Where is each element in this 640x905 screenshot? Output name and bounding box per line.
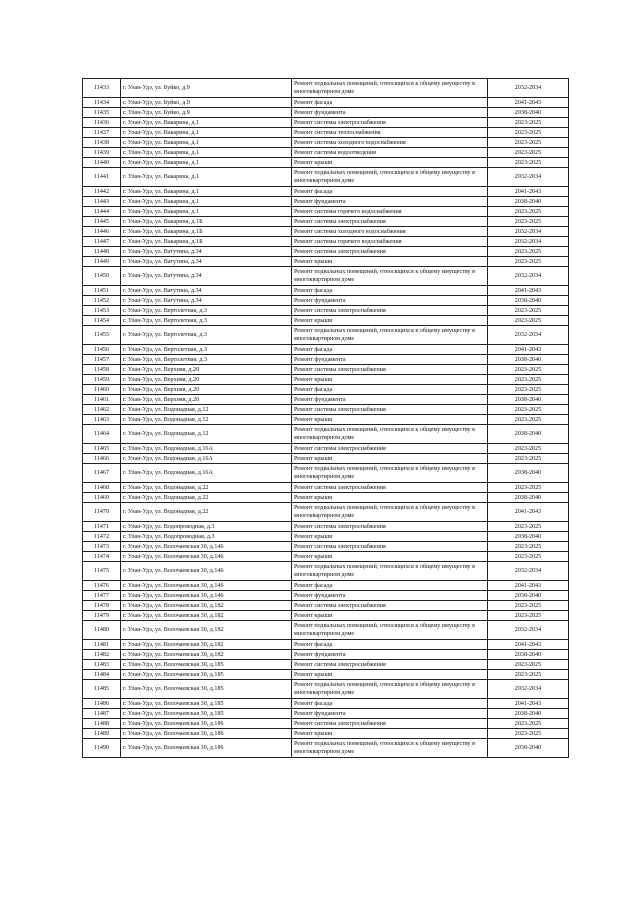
- table-row: [83, 640, 569, 650]
- row-period: 2041-2043: [488, 98, 569, 108]
- row-work-type: Ремонт подвальных помещений, относящихся к общему имуществу в многоквартирном доме: [292, 562, 488, 581]
- row-number: 11486: [83, 699, 121, 709]
- row-period: 2023-2025: [488, 522, 569, 532]
- row-period: 2038-2040: [488, 739, 569, 758]
- row-number: 11489: [83, 729, 121, 739]
- table-row: [83, 306, 569, 316]
- row-address: г. Улан-Удэ, ул. Волочаевская 30, д.146: [121, 552, 292, 562]
- row-address: г. Улан-Удэ, ул. Вакарина, д.1Б: [121, 217, 292, 227]
- row-work-type: Ремонт подвальных помещений, относящихся к общему имуществу в многоквартирном доме: [292, 621, 488, 640]
- table-row: [83, 503, 569, 522]
- row-number: 11448: [83, 247, 121, 257]
- table-row: [83, 326, 569, 345]
- row-address: г. Улан-Удэ, ул. Вакарина, д.1Б: [121, 237, 292, 247]
- row-address: г. Улан-Удэ, ул. Водонадная, д.16А: [121, 444, 292, 454]
- row-number: 11435: [83, 108, 121, 118]
- row-number: 11468: [83, 483, 121, 493]
- row-work-type: Ремонт подвальных помещений, относящихся к общему имуществу в многоквартирном доме: [292, 267, 488, 286]
- table-row: [83, 286, 569, 296]
- row-number: 11458: [83, 365, 121, 375]
- row-period: 2038-2040: [488, 493, 569, 503]
- table-row: [83, 660, 569, 670]
- table-row: [83, 345, 569, 355]
- row-work-type: Ремонт фундамента: [292, 709, 488, 719]
- row-number: 11461: [83, 395, 121, 405]
- row-work-type: Ремонт фундамента: [292, 591, 488, 601]
- row-address: г. Улан-Удэ, ул. Вертолетная, д.3: [121, 345, 292, 355]
- row-work-type: Ремонт системы электроснабжения: [292, 365, 488, 375]
- table-row: [83, 464, 569, 483]
- row-period: 2032-2034: [488, 267, 569, 286]
- row-work-type: Ремонт крыши: [292, 729, 488, 739]
- row-number: 11485: [83, 680, 121, 699]
- row-work-type: Ремонт системы электроснабжения: [292, 217, 488, 227]
- row-number: 11488: [83, 719, 121, 729]
- row-number: 11482: [83, 650, 121, 660]
- row-address: г. Улан-Удэ, ул. Волочаевская 30, д.182: [121, 611, 292, 621]
- row-address: г. Улан-Удэ, ул. Волочаевская 30, д.146: [121, 591, 292, 601]
- row-number: 11481: [83, 640, 121, 650]
- row-work-type: Ремонт фасада: [292, 581, 488, 591]
- row-number: 11442: [83, 187, 121, 197]
- row-work-type: Ремонт системы горячего водоснабжения: [292, 237, 488, 247]
- row-address: г. Улан-Удэ, ул. Волочаевская 30, д.186: [121, 729, 292, 739]
- table-row: [83, 197, 569, 207]
- row-period: 2023-2025: [488, 483, 569, 493]
- row-period: 2023-2025: [488, 405, 569, 415]
- row-period: 2038-2040: [488, 709, 569, 719]
- table-row: [83, 552, 569, 562]
- row-number: 11434: [83, 98, 121, 108]
- table-row: [83, 739, 569, 758]
- row-address: г. Улан-Удэ, ул. Вакарина, д.1: [121, 138, 292, 148]
- row-work-type: Ремонт системы теплоснабжения: [292, 128, 488, 138]
- row-period: 2023-2025: [488, 415, 569, 425]
- table-row: [83, 680, 569, 699]
- table-row: [83, 670, 569, 680]
- row-number: 11477: [83, 591, 121, 601]
- row-period: 2041-2043: [488, 581, 569, 591]
- row-address: г. Улан-Удэ, ул. Водопроводная, д.3: [121, 532, 292, 542]
- row-number: 11453: [83, 306, 121, 316]
- row-number: 11487: [83, 709, 121, 719]
- table-row: [83, 425, 569, 444]
- row-address: г. Улан-Удэ, ул. Волочаевская 30, д.182: [121, 650, 292, 660]
- row-period: 2023-2025: [488, 601, 569, 611]
- table-row: [83, 562, 569, 581]
- row-work-type: Ремонт подвальных помещений, относящихся к общему имуществу в многоквартирном доме: [292, 168, 488, 187]
- row-address: г. Улан-Удэ, ул. Волочаевская 30, д.185: [121, 680, 292, 699]
- row-period: 2023-2025: [488, 385, 569, 395]
- row-work-type: Ремонт подвальных помещений, относящихся к общему имуществу в многоквартирном доме: [292, 464, 488, 483]
- row-period: 2038-2040: [488, 532, 569, 542]
- row-number: 11441: [83, 168, 121, 187]
- table-row: [83, 493, 569, 503]
- row-period: 2023-2025: [488, 247, 569, 257]
- row-number: 11471: [83, 522, 121, 532]
- row-work-type: Ремонт крыши: [292, 532, 488, 542]
- row-period: 2023-2025: [488, 454, 569, 464]
- row-address: г. Улан-Удэ, ул. Вакарина, д.1: [121, 197, 292, 207]
- table-row: [83, 699, 569, 709]
- row-number: 11474: [83, 552, 121, 562]
- row-period: 2023-2025: [488, 306, 569, 316]
- row-number: 11479: [83, 611, 121, 621]
- row-work-type: Ремонт крыши: [292, 454, 488, 464]
- row-period: 2023-2025: [488, 375, 569, 385]
- row-number: 11439: [83, 148, 121, 158]
- table-row: [83, 217, 569, 227]
- row-period: 2023-2025: [488, 542, 569, 552]
- row-period: 2038-2040: [488, 650, 569, 660]
- row-work-type: Ремонт крыши: [292, 316, 488, 326]
- row-number: 11445: [83, 217, 121, 227]
- row-number: 11443: [83, 197, 121, 207]
- row-number: 11459: [83, 375, 121, 385]
- row-period: 2023-2025: [488, 729, 569, 739]
- row-period: 2023-2025: [488, 611, 569, 621]
- table-row: [83, 709, 569, 719]
- row-work-type: Ремонт фундамента: [292, 395, 488, 405]
- row-address: г. Улан-Удэ, ул. Ватутина, д.34: [121, 257, 292, 267]
- row-address: г. Улан-Удэ, ул. Вакарина, д.1: [121, 158, 292, 168]
- table-row: [83, 395, 569, 405]
- table-row: [83, 601, 569, 611]
- row-address: г. Улан-Удэ, ул. Водонадная, д.16А: [121, 454, 292, 464]
- row-number: 11436: [83, 118, 121, 128]
- row-period: 2038-2040: [488, 464, 569, 483]
- row-period: 2032-2034: [488, 227, 569, 237]
- table-row: [83, 187, 569, 197]
- row-number: 11466: [83, 454, 121, 464]
- row-address: г. Улан-Удэ, ул. Верхняя, д.20: [121, 365, 292, 375]
- row-work-type: Ремонт системы электроснабжения: [292, 483, 488, 493]
- row-number: 11457: [83, 355, 121, 365]
- row-period: 2038-2040: [488, 108, 569, 118]
- table-row: [83, 267, 569, 286]
- table-row: [83, 98, 569, 108]
- row-period: 2038-2040: [488, 197, 569, 207]
- table-row: [83, 257, 569, 267]
- row-period: 2041-2043: [488, 640, 569, 650]
- table-row: [83, 296, 569, 306]
- row-number: 11464: [83, 425, 121, 444]
- row-number: 11452: [83, 296, 121, 306]
- table-row: [83, 227, 569, 237]
- row-period: 2023-2025: [488, 660, 569, 670]
- row-work-type: Ремонт подвальных помещений, относящихся к общему имуществу в многоквартирном доме: [292, 326, 488, 345]
- row-address: г. Улан-Удэ, ул. Вертолетная, д.3: [121, 316, 292, 326]
- row-address: г. Улан-Удэ, ул. Верхняя, д.20: [121, 375, 292, 385]
- row-work-type: Ремонт фундамента: [292, 650, 488, 660]
- table-row: [83, 118, 569, 128]
- row-number: 11475: [83, 562, 121, 581]
- row-address: г. Улан-Удэ, ул. Водонадная, д.12: [121, 425, 292, 444]
- row-number: 11470: [83, 503, 121, 522]
- row-number: 11438: [83, 138, 121, 148]
- row-work-type: Ремонт системы холодного водоснабжения: [292, 227, 488, 237]
- row-work-type: Ремонт фундамента: [292, 108, 488, 118]
- row-address: г. Улан-Удэ, ул. Волочаевская 30, д.185: [121, 660, 292, 670]
- row-work-type: Ремонт фундамента: [292, 197, 488, 207]
- table-row: [83, 355, 569, 365]
- table-row: [83, 148, 569, 158]
- row-work-type: Ремонт системы электроснабжения: [292, 719, 488, 729]
- row-work-type: Ремонт крыши: [292, 611, 488, 621]
- row-work-type: Ремонт крыши: [292, 415, 488, 425]
- row-number: 11447: [83, 237, 121, 247]
- row-work-type: Ремонт системы горячего водоснабжения: [292, 207, 488, 217]
- row-work-type: Ремонт подвальных помещений, относящихся к общему имуществу в многоквартирном доме: [292, 503, 488, 522]
- row-period: 2038-2040: [488, 425, 569, 444]
- row-address: г. Улан-Удэ, ул. Водонадная, д.16А: [121, 464, 292, 483]
- row-period: 2023-2025: [488, 148, 569, 158]
- table-row: [83, 247, 569, 257]
- table-row: [83, 316, 569, 326]
- row-period: 2023-2025: [488, 670, 569, 680]
- row-number: 11444: [83, 207, 121, 217]
- row-address: г. Улан-Удэ, ул. Волочаевская 30, д.182: [121, 601, 292, 611]
- row-address: г. Улан-Удэ, ул. Вакарина, д.1: [121, 168, 292, 187]
- table-row: [83, 108, 569, 118]
- table-row: [83, 138, 569, 148]
- row-address: г. Улан-Удэ, ул. Вакарина, д.1: [121, 207, 292, 217]
- row-number: 11449: [83, 257, 121, 267]
- row-number: 11437: [83, 128, 121, 138]
- row-work-type: Ремонт фасада: [292, 699, 488, 709]
- row-number: 11478: [83, 601, 121, 611]
- capital-repair-table: [82, 78, 569, 758]
- row-work-type: Ремонт системы электроснабжения: [292, 405, 488, 415]
- row-number: 11440: [83, 158, 121, 168]
- row-work-type: Ремонт системы электроснабжения: [292, 444, 488, 454]
- row-number: 11483: [83, 660, 121, 670]
- row-work-type: Ремонт крыши: [292, 257, 488, 267]
- table-row: [83, 591, 569, 601]
- row-number: 11450: [83, 267, 121, 286]
- row-work-type: Ремонт фундамента: [292, 355, 488, 365]
- row-address: г. Улан-Удэ, ул. Волочаевская 30, д.146: [121, 542, 292, 552]
- row-work-type: Ремонт подвальных помещений, относящихся к общему имуществу в многоквартирном доме: [292, 79, 488, 98]
- row-address: г. Улан-Удэ, ул. Волочаевская 30, д.182: [121, 640, 292, 650]
- table-row: [83, 581, 569, 591]
- row-period: 2038-2040: [488, 355, 569, 365]
- row-period: 2023-2025: [488, 444, 569, 454]
- table-row: [83, 611, 569, 621]
- table-row: [83, 454, 569, 464]
- row-address: г. Улан-Удэ, ул. Ватутина, д.34: [121, 267, 292, 286]
- row-number: 11456: [83, 345, 121, 355]
- row-address: г. Улан-Удэ, ул. Волочаевская 30, д.185: [121, 670, 292, 680]
- row-work-type: Ремонт фундамента: [292, 296, 488, 306]
- row-period: 2032-2034: [488, 168, 569, 187]
- row-address: г. Улан-Удэ, ул. Водонадная, д.22: [121, 483, 292, 493]
- row-number: 11451: [83, 286, 121, 296]
- row-work-type: Ремонт подвальных помещений, относящихся к общему имуществу в многоквартирном доме: [292, 680, 488, 699]
- row-work-type: Ремонт крыши: [292, 552, 488, 562]
- row-number: 11469: [83, 493, 121, 503]
- table-row: [83, 483, 569, 493]
- row-address: г. Улан-Удэ, ул. Ватутина, д.34: [121, 286, 292, 296]
- table-row: [83, 405, 569, 415]
- row-period: 2032-2034: [488, 237, 569, 247]
- row-number: 11446: [83, 227, 121, 237]
- row-address: г. Улан-Удэ, ул. Буйко, д.9: [121, 108, 292, 118]
- row-work-type: Ремонт фасада: [292, 345, 488, 355]
- row-address: г. Улан-Удэ, ул. Водонадная, д.22: [121, 493, 292, 503]
- row-period: 2032-2034: [488, 562, 569, 581]
- table-row: [83, 207, 569, 217]
- table-row: [83, 168, 569, 187]
- table-row: [83, 650, 569, 660]
- row-work-type: Ремонт системы электроснабжения: [292, 306, 488, 316]
- row-period: 2041-2043: [488, 503, 569, 522]
- row-period: 2023-2025: [488, 207, 569, 217]
- row-work-type: Ремонт системы электроснабжения: [292, 601, 488, 611]
- row-work-type: Ремонт системы водоотведения: [292, 148, 488, 158]
- row-address: г. Улан-Удэ, ул. Водопроводная, д.3: [121, 522, 292, 532]
- table-row: [83, 729, 569, 739]
- row-address: г. Улан-Удэ, ул. Вакарина, д.1Б: [121, 227, 292, 237]
- table-row: [83, 79, 569, 98]
- table-row: [83, 385, 569, 395]
- table-row: [83, 128, 569, 138]
- row-address: г. Улан-Удэ, ул. Вакарина, д.1: [121, 148, 292, 158]
- row-number: 11455: [83, 326, 121, 345]
- row-address: г. Улан-Удэ, ул. Волочаевская 30, д.186: [121, 719, 292, 729]
- table-row: [83, 237, 569, 247]
- row-work-type: Ремонт системы холодного водоснабжения: [292, 138, 488, 148]
- row-number: 11454: [83, 316, 121, 326]
- row-work-type: Ремонт системы электроснабжения: [292, 660, 488, 670]
- row-address: г. Улан-Удэ, ул. Верхняя, д.20: [121, 395, 292, 405]
- table-row: [83, 542, 569, 552]
- row-work-type: Ремонт системы электроснабжения: [292, 118, 488, 128]
- row-address: г. Улан-Удэ, ул. Вертолетная, д.3: [121, 306, 292, 316]
- row-period: 2041-2043: [488, 187, 569, 197]
- table-row: [83, 158, 569, 168]
- row-number: 11476: [83, 581, 121, 591]
- row-address: г. Улан-Удэ, ул. Вакарина, д.1: [121, 187, 292, 197]
- row-period: 2023-2025: [488, 158, 569, 168]
- row-address: г. Улан-Удэ, ул. Буйко, д.9: [121, 98, 292, 108]
- row-period: 2041-2043: [488, 699, 569, 709]
- row-address: г. Улан-Удэ, ул. Ватутина, д.34: [121, 247, 292, 257]
- row-number: 11433: [83, 79, 121, 98]
- row-work-type: Ремонт фасада: [292, 286, 488, 296]
- row-work-type: Ремонт системы электроснабжения: [292, 542, 488, 552]
- row-period: 2023-2025: [488, 365, 569, 375]
- table-row: [83, 621, 569, 640]
- table-row: [83, 375, 569, 385]
- row-address: г. Улан-Удэ, ул. Водонадная, д.12: [121, 405, 292, 415]
- row-period: 2023-2025: [488, 128, 569, 138]
- row-period: 2023-2025: [488, 217, 569, 227]
- table-row: [83, 415, 569, 425]
- row-work-type: Ремонт фасада: [292, 98, 488, 108]
- row-work-type: Ремонт подвальных помещений, относящихся к общему имуществу в многоквартирном доме: [292, 739, 488, 758]
- row-address: г. Улан-Удэ, ул. Волочаевская 30, д.146: [121, 581, 292, 591]
- table-row: [83, 365, 569, 375]
- row-number: 11480: [83, 621, 121, 640]
- row-period: 2023-2025: [488, 257, 569, 267]
- row-address: г. Улан-Удэ, ул. Вертолетная, д.3: [121, 355, 292, 365]
- row-period: 2023-2025: [488, 316, 569, 326]
- row-work-type: Ремонт крыши: [292, 375, 488, 385]
- row-work-type: Ремонт системы электроснабжения: [292, 522, 488, 532]
- table-body: [83, 79, 569, 758]
- row-period: 2023-2025: [488, 118, 569, 128]
- row-address: г. Улан-Удэ, ул. Волочаевская 30, д.185: [121, 709, 292, 719]
- row-period: 2041-2043: [488, 286, 569, 296]
- row-number: 11465: [83, 444, 121, 454]
- row-period: 2038-2040: [488, 296, 569, 306]
- row-number: 11490: [83, 739, 121, 758]
- row-work-type: Ремонт фасада: [292, 640, 488, 650]
- table-row: [83, 532, 569, 542]
- row-period: 2032-2034: [488, 621, 569, 640]
- row-period: 2023-2025: [488, 719, 569, 729]
- row-work-type: Ремонт фасада: [292, 187, 488, 197]
- row-address: г. Улан-Удэ, ул. Вакарина, д.1: [121, 128, 292, 138]
- row-number: 11467: [83, 464, 121, 483]
- row-work-type: Ремонт фасада: [292, 385, 488, 395]
- row-period: 2038-2040: [488, 591, 569, 601]
- row-number: 11472: [83, 532, 121, 542]
- row-number: 11473: [83, 542, 121, 552]
- row-period: 2041-2043: [488, 345, 569, 355]
- row-address: г. Улан-Удэ, ул. Вертолетная, д.3: [121, 326, 292, 345]
- table-row: [83, 522, 569, 532]
- row-period: 2038-2040: [488, 395, 569, 405]
- table-row: [83, 719, 569, 729]
- table-row: [83, 444, 569, 454]
- row-address: г. Улан-Удэ, ул. Волочаевская 30, д.186: [121, 739, 292, 758]
- row-address: г. Улан-Удэ, ул. Волочаевская 30, д.182: [121, 621, 292, 640]
- row-period: 2032-2034: [488, 680, 569, 699]
- row-period: 2023-2025: [488, 552, 569, 562]
- row-number: 11460: [83, 385, 121, 395]
- row-address: г. Улан-Удэ, ул. Водонадная, д.12: [121, 415, 292, 425]
- row-address: г. Улан-Удэ, ул. Верхняя, д.20: [121, 385, 292, 395]
- row-address: г. Улан-Удэ, ул. Буйко, д.9: [121, 79, 292, 98]
- row-work-type: Ремонт крыши: [292, 670, 488, 680]
- row-address: г. Улан-Удэ, ул. Вакарина, д.1: [121, 118, 292, 128]
- row-work-type: Ремонт крыши: [292, 158, 488, 168]
- row-period: 2023-2025: [488, 138, 569, 148]
- row-work-type: Ремонт системы электроснабжения: [292, 247, 488, 257]
- row-number: 11462: [83, 405, 121, 415]
- row-work-type: Ремонт крыши: [292, 493, 488, 503]
- row-address: г. Улан-Удэ, ул. Ватутина, д.34: [121, 296, 292, 306]
- row-period: 2032-2034: [488, 79, 569, 98]
- row-address: г. Улан-Удэ, ул. Волочаевская 30, д.146: [121, 562, 292, 581]
- row-number: 11463: [83, 415, 121, 425]
- row-work-type: Ремонт подвальных помещений, относящихся к общему имуществу в многоквартирном доме: [292, 425, 488, 444]
- row-address: г. Улан-Удэ, ул. Волочаевская 30, д.185: [121, 699, 292, 709]
- row-period: 2032-2034: [488, 326, 569, 345]
- row-address: г. Улан-Удэ, ул. Водонадная, д.22: [121, 503, 292, 522]
- row-number: 11484: [83, 670, 121, 680]
